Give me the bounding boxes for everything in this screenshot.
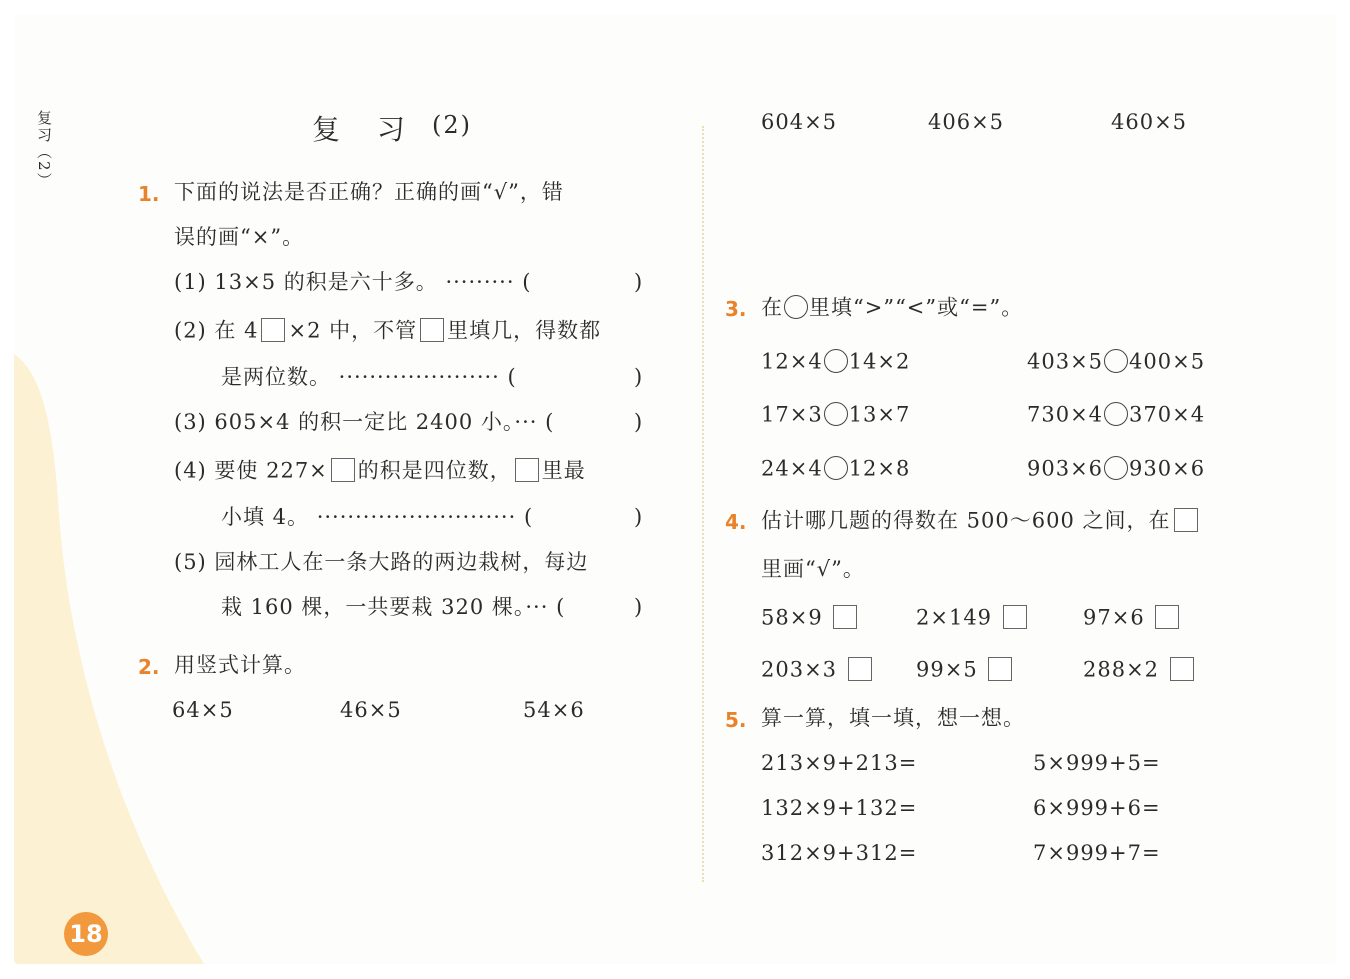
q3-operand: 400×5 xyxy=(1129,349,1206,374)
q4-number: 4. xyxy=(725,510,747,534)
q2-expr: 604×5 xyxy=(761,110,838,134)
q5-expr: 132×9+132= xyxy=(761,796,918,820)
q4-line1-text: 估计哪几题的得数在 500～600 之间，在 xyxy=(761,508,1171,533)
page-title: 复 习 xyxy=(312,113,419,146)
q5-expr: 6×999+6= xyxy=(1033,796,1161,820)
q2-text: 用竖式计算。 xyxy=(174,653,306,677)
q5-expr: 7×999+7= xyxy=(1033,841,1161,865)
side-label: 复习（2） xyxy=(35,110,53,190)
q4-item xyxy=(916,607,1030,631)
q3-row3-left xyxy=(761,458,910,482)
q3-operand: 12×8 xyxy=(848,456,911,481)
compare-circle[interactable] xyxy=(1104,456,1128,480)
q3-operand: 903×6 xyxy=(1027,456,1104,481)
q4-line1 xyxy=(761,510,1201,534)
check-box[interactable] xyxy=(833,605,857,629)
q3-text xyxy=(761,297,1023,321)
q5-expr: 5×999+5= xyxy=(1033,751,1161,775)
q4-expr: 97×6 xyxy=(1083,605,1145,630)
compare-circle[interactable] xyxy=(824,349,848,373)
q1-item2-c: 里填几，得数都 xyxy=(447,318,602,343)
answer-box[interactable] xyxy=(515,458,539,482)
q1-line1: 下面的说法是否正确？正确的画“√”，错 xyxy=(174,180,564,204)
q2-number: 2. xyxy=(138,655,160,679)
compare-circle[interactable] xyxy=(1104,349,1128,373)
q3-row1-left xyxy=(761,351,910,375)
q1-item2-b: ×2 中，不管 xyxy=(288,318,418,343)
q4-expr: 58×9 xyxy=(761,605,823,630)
q3-operand: 730×4 xyxy=(1027,402,1104,427)
compare-circle[interactable] xyxy=(824,456,848,480)
answer-box[interactable] xyxy=(261,318,285,342)
q3-text-b: 里填“>”“<”或“=”。 xyxy=(809,295,1024,320)
q1-item4-line2: 小填 4。 ·························· ( xyxy=(221,505,534,529)
circle-icon xyxy=(784,295,808,319)
q3-operand: 930×6 xyxy=(1129,456,1206,481)
q1-item1-paren-close: ) xyxy=(634,270,644,294)
check-box[interactable] xyxy=(988,657,1012,681)
q3-operand: 14×2 xyxy=(848,349,911,374)
q3-row1-right xyxy=(1027,351,1205,375)
page-number-badge: 18 xyxy=(64,912,108,956)
check-box[interactable] xyxy=(848,657,872,681)
q2-expr: 54×6 xyxy=(523,698,585,722)
check-box[interactable] xyxy=(1170,657,1194,681)
q3-operand: 24×4 xyxy=(761,456,823,481)
square-icon xyxy=(1174,508,1198,532)
check-box[interactable] xyxy=(1155,605,1179,629)
q3-operand: 13×7 xyxy=(848,402,911,427)
q1-item3: (3) 605×4 的积一定比 2400 小。··· ( xyxy=(174,410,555,434)
q1-item5-line2: 栽 160 棵，一共要栽 320 棵。··· ( xyxy=(221,595,566,619)
q2-expr: 46×5 xyxy=(340,698,402,722)
answer-box[interactable] xyxy=(331,458,355,482)
q1-item4-a: (4) 要使 227× xyxy=(174,458,328,483)
q1-item5-paren-close: ) xyxy=(634,595,644,619)
compare-circle[interactable] xyxy=(1104,402,1128,426)
q4-item xyxy=(916,659,1015,683)
q3-row2-right xyxy=(1027,404,1205,428)
workbook-page xyxy=(14,14,1336,964)
q1-item3-paren-close: ) xyxy=(634,410,644,434)
q1-item1 xyxy=(174,272,531,293)
q5-expr: 312×9+312= xyxy=(761,841,918,865)
q3-text-a: 在 xyxy=(761,295,783,320)
q2-expr: 460×5 xyxy=(1111,110,1188,134)
q3-number: 3. xyxy=(725,297,747,321)
q4-expr: 99×5 xyxy=(916,657,978,682)
q3-operand: 12×4 xyxy=(761,349,823,374)
q1-item4-paren-close: ) xyxy=(634,505,644,529)
q4-item xyxy=(1083,659,1197,683)
q1-item2-paren-close: ) xyxy=(634,365,644,389)
q4-item xyxy=(761,607,860,631)
q1-item4 xyxy=(174,460,586,484)
q5-expr: 213×9+213= xyxy=(761,751,918,775)
q3-operand: 403×5 xyxy=(1027,349,1104,374)
q4-expr: 203×3 xyxy=(761,657,838,682)
q4-expr: 2×149 xyxy=(916,605,993,630)
compare-circle[interactable] xyxy=(824,402,848,426)
page-title-sub: (2) xyxy=(432,111,472,139)
q1-item4-b: 的积是四位数， xyxy=(357,458,512,483)
q1-item2-a: (2) 在 4 xyxy=(174,318,259,343)
q4-item xyxy=(761,659,875,683)
q4-expr: 288×2 xyxy=(1083,657,1160,682)
q4-line2: 里画“√”。 xyxy=(761,557,865,581)
q3-operand: 17×3 xyxy=(761,402,823,427)
q1-item4-c: 里最 xyxy=(541,458,586,483)
column-divider xyxy=(702,126,704,882)
q3-row3-right xyxy=(1027,458,1205,482)
q3-row2-left xyxy=(761,404,910,428)
q1-item2-line2: 是两位数。 ····················· ( xyxy=(221,365,517,389)
q5-text: 算一算，填一填，想一想。 xyxy=(761,706,1025,730)
q2-expr: 64×5 xyxy=(172,698,234,722)
q1-item5-line1: (5) 园林工人在一条大路的两边栽树，每边 xyxy=(174,550,589,574)
q3-operand: 370×4 xyxy=(1129,402,1206,427)
answer-box[interactable] xyxy=(420,318,444,342)
q5-number: 5. xyxy=(725,708,747,732)
q2-expr: 406×5 xyxy=(928,110,1005,134)
q1-number: 1. xyxy=(138,182,160,206)
q4-item xyxy=(1083,607,1182,631)
q1-item2 xyxy=(174,320,601,344)
q1-line2: 误的画“×”。 xyxy=(174,225,305,249)
check-box[interactable] xyxy=(1003,605,1027,629)
q1-item1-text: (1) 13×5 的积是六十多。 ········· ( xyxy=(174,270,532,294)
